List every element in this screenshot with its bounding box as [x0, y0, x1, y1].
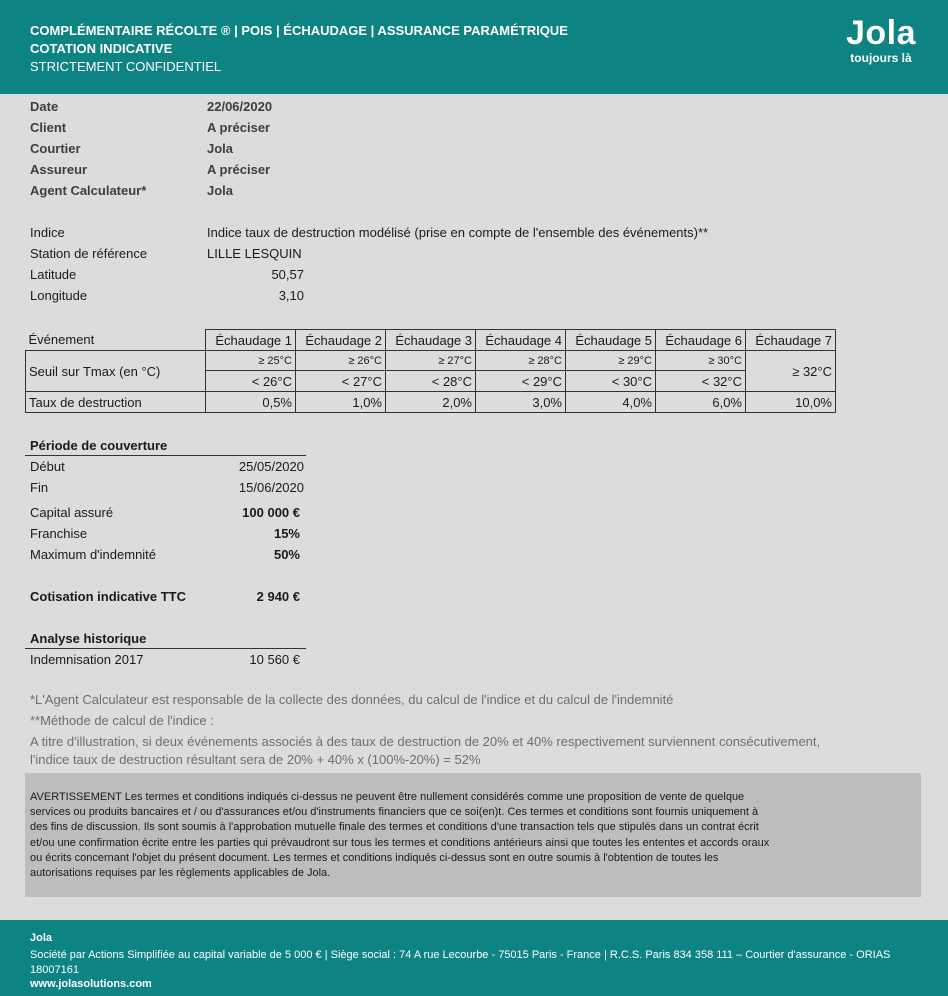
broker-label: Courtier — [30, 141, 81, 156]
threshold-min: ≥ 26°C — [296, 351, 386, 371]
destruction-rate: 3,0% — [476, 392, 566, 413]
disclaimer-line: autorisations requises par les règlements applicables de Jola. — [30, 867, 331, 880]
station-value: LILLE LESQUIN — [207, 246, 302, 261]
latitude-label: Latitude — [30, 267, 77, 282]
franchise-value: 15% — [273, 526, 300, 541]
threshold-row-label: Seuil sur Tmax (en °C) — [26, 351, 206, 392]
note-agent: *L'Agent Calculateur est responsable de la collecte des données, du calcul de l'indice et du calcul de l'indemnité — [30, 692, 674, 707]
agent-value: Jola — [207, 183, 234, 198]
threshold-max: < 28°C — [386, 371, 476, 392]
threshold-max: < 26°C — [206, 371, 296, 392]
disclaimer-box — [25, 773, 921, 897]
date-value: 22/06/2020 — [207, 99, 273, 114]
threshold-min: ≥ 25°C — [206, 351, 296, 371]
history-value: 10 560 € — [249, 652, 300, 667]
table-row-events — [26, 330, 836, 351]
start-label: Début — [30, 459, 65, 474]
confidential-label: STRICTEMENT CONFIDENTIEL — [30, 59, 222, 74]
footer-banner — [0, 920, 948, 996]
destruction-rate: 4,0% — [566, 392, 656, 413]
logo-name: Jola — [845, 14, 916, 52]
note-method-line1: A titre d'illustration, si deux événements associés à des taux de destruction de 20% et 40% respectivement surviennent consécutivement, — [30, 734, 821, 749]
end-value: 15/06/2020 — [238, 480, 304, 495]
event-name: Échaudage 3 — [386, 330, 476, 351]
franchise-label: Franchise — [30, 526, 88, 541]
destruction-rate: 2,0% — [386, 392, 476, 413]
threshold-last: ≥ 32°C — [746, 351, 836, 392]
table-row-rates — [26, 392, 836, 413]
longitude-value: 3,10 — [278, 288, 304, 303]
logo-tagline: toujours là — [850, 51, 912, 65]
history-title: Analyse historique — [30, 631, 147, 646]
event-row-label: Événement — [26, 330, 206, 351]
client-label: Client — [30, 120, 67, 135]
max-indemnity-value: 50% — [273, 547, 300, 562]
note-method-title: **Méthode de calcul de l'indice : — [30, 713, 214, 728]
events-table — [25, 329, 836, 413]
disclaimer-line: et/ou une confirmation écrite entre les parties qui prévaudront sur tous les termes et conditions antérieurs ainsi que toutes les ententes et accords oraux — [30, 836, 770, 849]
note-method-line2: l'indice taux de destruction résultant sera de 20% + 40% x (100%-20%) = 52% — [30, 752, 481, 767]
disclaimer-line: services ou produits bancaires et / ou d'assurances et/ou d'instruments financiers que ce soi(en)t. Ces termes et conditions sont fournis uniquement à — [30, 806, 759, 819]
event-name: Échaudage 6 — [656, 330, 746, 351]
broker-value: Jola — [207, 141, 234, 156]
threshold-min: ≥ 28°C — [476, 351, 566, 371]
agent-label: Agent Calculateur* — [30, 183, 147, 198]
capital-label: Capital assuré — [30, 505, 114, 520]
event-name: Échaudage 5 — [566, 330, 656, 351]
coverage-divider — [25, 455, 306, 456]
premium-value: 2 940 € — [256, 589, 300, 604]
coverage-title: Période de couverture — [30, 438, 168, 453]
destruction-rate: 1,0% — [296, 392, 386, 413]
date-label: Date — [30, 99, 59, 114]
station-label: Station de référence — [30, 246, 148, 261]
client-value: A préciser — [207, 120, 271, 135]
disclaimer-line: AVERTISSEMENT Les termes et conditions indiqués ci-dessus ne peuvent être nullement considérés comme une proposition de vente de quelque — [30, 791, 745, 803]
disclaimer-line: des fins de discussion. Ils sont soumis à l'approbation mutuelle finale des termes et conditions d'une transaction tels que stipulés dans un contrat écrit — [30, 821, 759, 834]
footer-legal: Société par Actions Simplifiée au capital variable de 5 000 € | Siège social : 74 A rue Lecourbe - 75015 Paris - France | R.C.S. Paris 834 358 111 – Courtier d'assurance - ORIAS 18007161 — [30, 949, 891, 976]
document-subtitle: COTATION INDICATIVE — [30, 41, 173, 56]
footer-company: Jola — [30, 932, 53, 944]
insurer-label: Assureur — [30, 162, 88, 177]
event-name: Échaudage 1 — [206, 330, 296, 351]
longitude-label: Longitude — [30, 288, 88, 303]
event-name: Échaudage 7 — [746, 330, 836, 351]
max-indemnity-label: Maximum d'indemnité — [30, 547, 157, 562]
disclaimer-line: ou écrits concernant l'objet du présent document. Les termes et conditions indiqués ci-dessus sont en outre soumis à l'obtention de toutes les — [30, 851, 719, 864]
event-name: Échaudage 2 — [296, 330, 386, 351]
capital-value: 100 000 € — [242, 505, 300, 520]
threshold-min: ≥ 30°C — [656, 351, 746, 371]
destruction-rate: 0,5% — [206, 392, 296, 413]
history-divider — [25, 648, 306, 649]
history-label: Indemnisation 2017 — [30, 652, 144, 667]
insurer-value: A préciser — [207, 162, 271, 177]
rate-row-label: Taux de destruction — [26, 392, 206, 413]
footer-website-link[interactable]: www.jolasolutions.com — [30, 978, 152, 990]
threshold-min: ≥ 29°C — [566, 351, 656, 371]
destruction-rate: 10,0% — [746, 392, 836, 413]
threshold-max: < 30°C — [566, 371, 656, 392]
header-banner — [0, 0, 948, 94]
jola-logo — [846, 14, 916, 64]
end-label: Fin — [30, 480, 49, 495]
destruction-rate: 6,0% — [656, 392, 746, 413]
threshold-max: < 27°C — [296, 371, 386, 392]
index-label: Indice — [30, 225, 65, 240]
document-title: COMPLÉMENTAIRE RÉCOLTE ® | POIS | ÉCHAUDAGE | ASSURANCE PARAMÉTRIQUE — [30, 23, 568, 38]
threshold-max: < 32°C — [656, 371, 746, 392]
threshold-min: ≥ 27°C — [386, 351, 476, 371]
latitude-value: 50,57 — [271, 267, 304, 282]
event-name: Échaudage 4 — [476, 330, 566, 351]
table-row-threshold-min — [26, 351, 836, 371]
premium-label: Cotisation indicative TTC — [30, 589, 187, 604]
start-value: 25/05/2020 — [238, 459, 304, 474]
threshold-max: < 29°C — [476, 371, 566, 392]
index-value: Indice taux de destruction modélisé (prise en compte de l'ensemble des événements)** — [207, 225, 709, 240]
